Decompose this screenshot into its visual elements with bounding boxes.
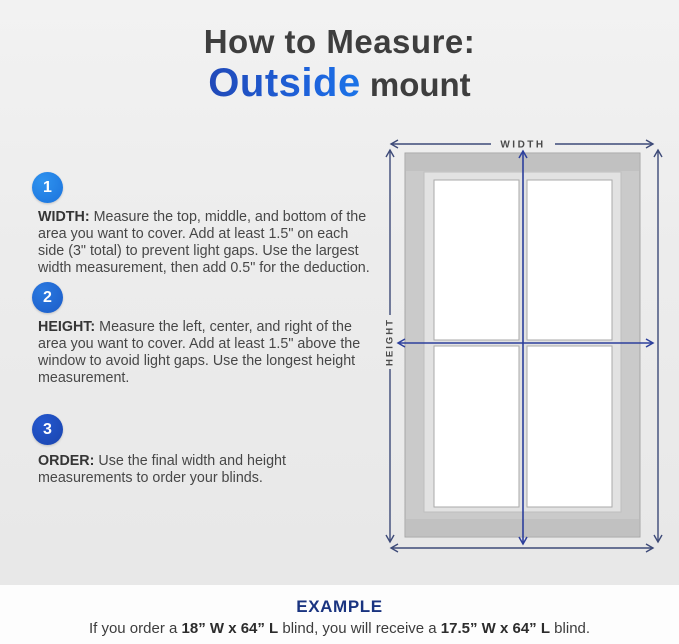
window-pane-bottom-left bbox=[434, 346, 519, 507]
example-ordered-size: 18” W x 64” L bbox=[181, 619, 279, 637]
step-2-body: Measure the left, center, and right of the area you want to cover. Add at least 1.5" above the window to avoid light gaps. Use the longest height measurement. bbox=[38, 319, 361, 386]
example-prefix: If you order a bbox=[88, 619, 182, 637]
step-3-number: 3 bbox=[43, 420, 52, 438]
step-1-number: 1 bbox=[43, 178, 52, 196]
step-2-badge bbox=[32, 282, 63, 313]
window-pane-top-left bbox=[434, 180, 519, 340]
page-title-line2 bbox=[0, 63, 679, 103]
step-1-body: Measure the top, middle, and bottom of the area you want to cover. Add at least 1.5" on each side (3" total) to prevent light gaps. Use the largest width measurement, then add 0.5" for the deduction. bbox=[38, 209, 370, 276]
step-2-text bbox=[38, 319, 378, 387]
step-1-badge bbox=[32, 172, 63, 203]
page-title-line1: How to Measure: bbox=[203, 23, 476, 60]
title-mount-type: Outside bbox=[208, 61, 361, 105]
example-section bbox=[0, 585, 679, 644]
window-pane-top-right bbox=[527, 180, 612, 340]
page-header bbox=[0, 0, 679, 103]
example-received-size: 17.5” W x 64” L bbox=[440, 619, 551, 637]
example-middle: blind, you will receive a bbox=[278, 619, 441, 637]
title-mount-word: mount bbox=[360, 66, 471, 103]
example-sentence bbox=[0, 620, 679, 638]
example-heading: EXAMPLE bbox=[296, 597, 383, 616]
height-dimension-label: HEIGHT bbox=[384, 318, 396, 366]
step-2-number: 2 bbox=[43, 288, 52, 306]
step-3-body: Use the final width and height measurements to order your blinds. bbox=[38, 453, 286, 486]
step-3-badge bbox=[32, 414, 63, 445]
step-2-label: HEIGHT: bbox=[38, 319, 96, 335]
width-dimension-label: WIDTH bbox=[500, 139, 546, 151]
step-3-text bbox=[38, 453, 378, 487]
example-suffix: blind. bbox=[550, 619, 591, 637]
window-measure-diagram bbox=[375, 130, 679, 572]
step-1-text bbox=[38, 209, 378, 277]
step-1-label: WIDTH: bbox=[38, 209, 90, 225]
steps-column bbox=[32, 172, 378, 487]
window-pane-bottom-right bbox=[527, 346, 612, 507]
window-diagram-svg bbox=[375, 130, 679, 572]
step-3-label: ORDER: bbox=[38, 453, 95, 469]
